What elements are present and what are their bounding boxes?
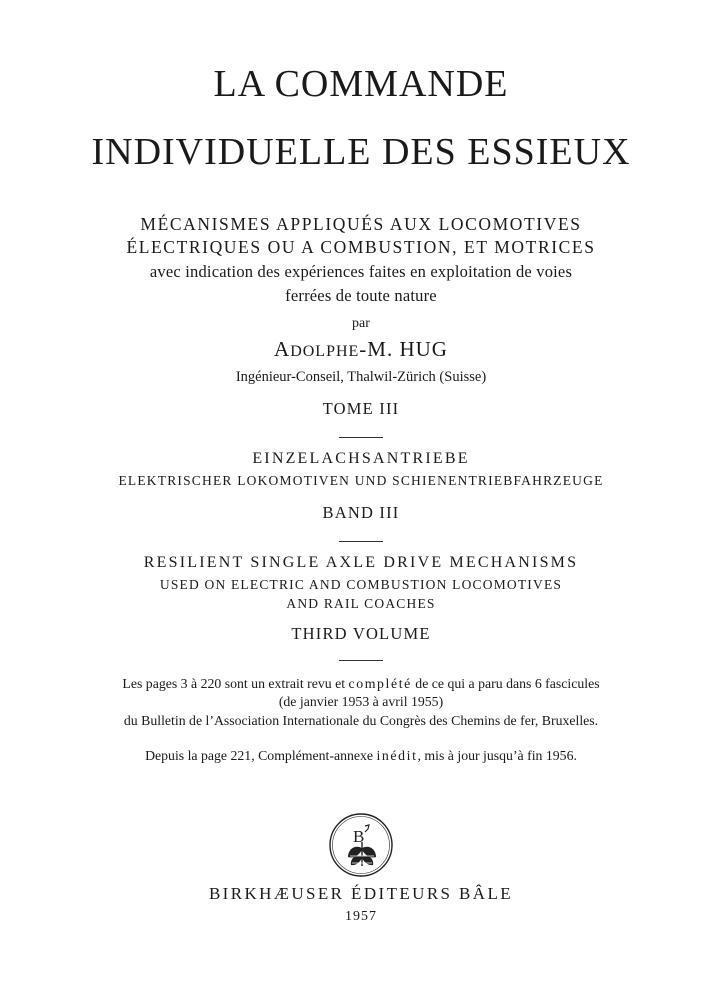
english-volume: THIRD VOLUME — [291, 624, 431, 643]
note-line-4 — [0, 748, 722, 764]
note-line-4-a: Depuis la page 221, Complément-annexe — [145, 748, 377, 763]
note-line-1 — [0, 676, 722, 692]
note-line-2: (de janvier 1953 à avril 1955) — [278, 694, 444, 709]
author-last: HUG — [399, 337, 448, 361]
subtitle-line-4: ferrées de toute nature — [285, 286, 437, 305]
author-first-initial: A — [274, 337, 291, 361]
note-line-3: du Bulletin de l’Association Internationale du Congrès des Chemins de fer, Bruxelles. — [123, 713, 599, 728]
divider-3 — [339, 660, 383, 661]
tome-fr: TOME III — [322, 399, 400, 418]
english-line-1: RESILIENT SINGLE AXLE DRIVE MECHANISMS — [143, 554, 579, 571]
note-line-4-b: inédit — [376, 748, 418, 763]
german-line-1: EINZELACHSANTRIEBE — [252, 450, 470, 467]
author-affiliation: Ingénieur-Conseil, Thalwil-Zürich (Suisse) — [235, 369, 487, 385]
subtitle-line-2: ÉLECTRIQUES OU A COMBUSTION, ET MOTRICES — [126, 237, 596, 257]
note-line-1-c: de ce qui a paru dans 6 fascicules — [411, 676, 600, 691]
note-line-4-c: , mis à jour jusqu’à fin 1956. — [417, 748, 577, 763]
english-line-3: AND RAIL COACHES — [286, 596, 436, 611]
divider-2 — [339, 541, 383, 542]
note-line-1-b: complété — [348, 676, 412, 691]
author-middle: -M. — [359, 337, 394, 361]
divider-1 — [339, 437, 383, 438]
title-line-2: INDIVIDUELLE DES ESSIEUX — [91, 131, 631, 173]
title-line-1: LA COMMANDE — [213, 63, 509, 105]
author-first-rest: DOLPHE — [290, 343, 360, 360]
note-line-1-a: Les pages 3 à 220 sont un extrait revu et — [122, 676, 349, 691]
subtitle-line-3: avec indication des expériences faites en exploitation de voies — [149, 262, 573, 281]
author-by: par — [352, 316, 370, 331]
german-volume: BAND III — [322, 503, 400, 522]
english-line-2: USED ON ELECTRIC AND COMBUSTION LOCOMOTIVES — [159, 577, 563, 592]
birkhaeuser-logo-icon — [328, 812, 394, 878]
year: 1957 — [345, 909, 377, 924]
logo-letters: B — [353, 827, 365, 846]
publisher: BIRKHÆUSER ÉDITEURS BÂLE — [208, 884, 514, 903]
subtitle-line-1: MÉCANISMES APPLIQUÉS AUX LOCOMOTIVES — [140, 214, 582, 234]
author-name — [0, 337, 722, 362]
german-line-2: ELEKTRISCHER LOKOMOTIVEN UND SCHIENENTRIEBFAHRZEUGE — [118, 473, 604, 488]
